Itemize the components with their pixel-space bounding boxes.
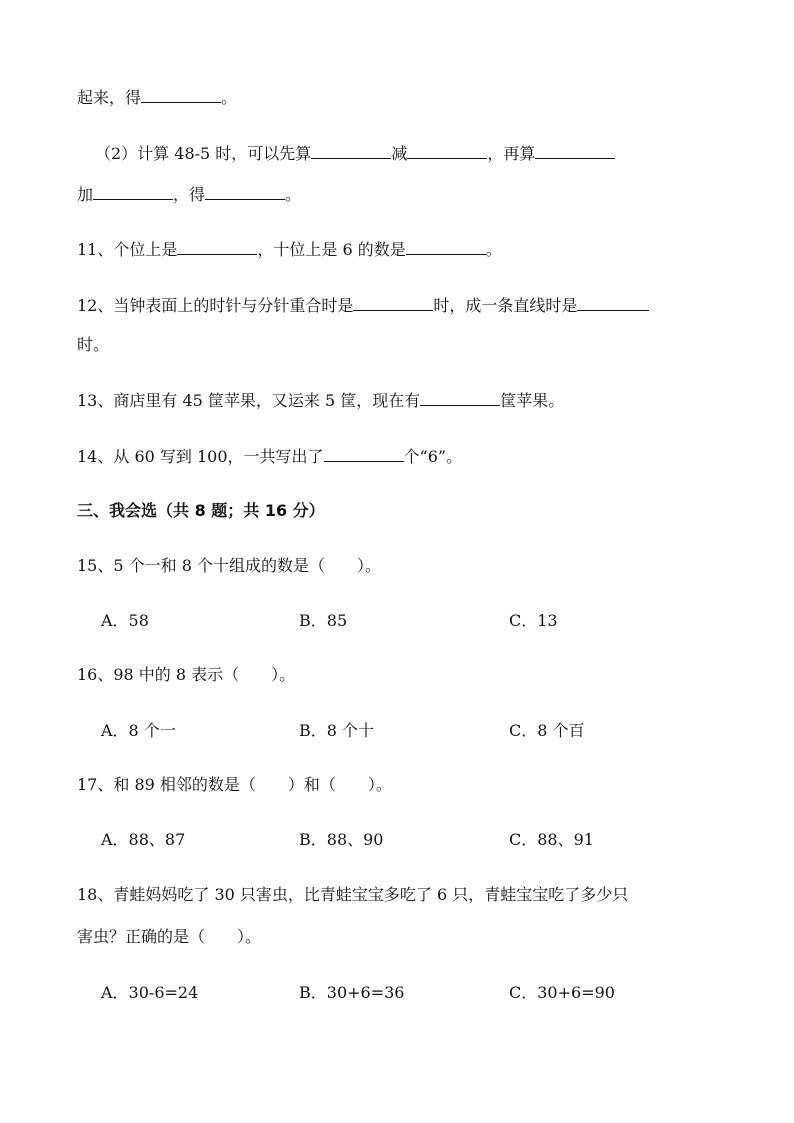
question-12-cont [77, 335, 109, 355]
text: 。 [485, 240, 502, 259]
question-15 [77, 556, 381, 576]
option-b[interactable]: B．88、90 [299, 830, 384, 849]
section-heading: 三、我会选（共 8 题；共 16 分） [77, 501, 325, 520]
option-b[interactable]: B．8 个十 [299, 721, 375, 740]
answer-blank[interactable] [577, 295, 649, 311]
text: ）。 [271, 665, 296, 684]
text: 17、和 89 相邻的数是（ [77, 775, 256, 794]
text: 12、当钟表面上的时针与分针重合时是 [77, 296, 354, 315]
question-16 [77, 665, 295, 685]
fill-line-1 [77, 87, 237, 108]
text: 时，成一条直线时是 [433, 296, 578, 315]
text: 11、个位上是 [77, 240, 178, 259]
answer-blank[interactable] [420, 390, 500, 406]
text: 加 [77, 185, 94, 204]
answer-blank[interactable] [406, 239, 486, 255]
answer-blank[interactable] [353, 295, 433, 311]
question-13 [77, 390, 564, 411]
question-14 [77, 446, 462, 467]
option-c[interactable]: C．88、91 [509, 830, 594, 849]
option-c[interactable]: C．8 个百 [509, 721, 585, 740]
fill-line-3 [77, 184, 301, 205]
option-b[interactable]: B．30+6=36 [299, 983, 405, 1002]
fill-line-2 [95, 143, 615, 164]
text: 个“6”。 [403, 447, 463, 466]
text: ）。 [237, 927, 262, 946]
text: 。 [285, 185, 302, 204]
answer-blank[interactable] [311, 143, 391, 159]
question-18-cont [77, 927, 261, 947]
text: 18、青蛙妈妈吃了 30 只害虫，比青蛙宝宝多吃了 6 只，青蛙宝宝吃了多少只 [77, 885, 629, 904]
text: 害虫？正确的是（ [77, 927, 206, 946]
text: ）。 [367, 775, 392, 794]
text: ）和（ [287, 775, 336, 794]
text: 时。 [77, 335, 110, 354]
option-a[interactable]: A．30-6=24 [101, 983, 199, 1002]
answer-blank[interactable] [177, 239, 257, 255]
text: ，得 [173, 185, 206, 204]
text: ，十位上是 6 的数是 [257, 240, 406, 259]
text: ）。 [356, 556, 381, 575]
text: 筐苹果。 [500, 391, 565, 410]
option-a[interactable]: A．58 [101, 611, 149, 630]
option-c[interactable]: C．30+6=90 [509, 983, 615, 1002]
text: （2）计算 48-5 时，可以先算 [95, 144, 312, 163]
text: 起来，得 [77, 88, 142, 107]
answer-blank[interactable] [407, 143, 487, 159]
text: 减 [391, 144, 408, 163]
answer-blank[interactable] [93, 184, 173, 200]
text: 15、5 个一和 8 个十组成的数是（ [77, 556, 325, 575]
option-a[interactable]: A．8 个一 [101, 721, 176, 740]
option-c[interactable]: C．13 [509, 611, 558, 630]
question-12 [77, 295, 649, 316]
text: 14、从 60 写到 100，一共写出了 [77, 447, 324, 466]
text: 16、98 中的 8 表示（ [77, 665, 240, 684]
option-a[interactable]: A．88、87 [101, 830, 186, 849]
option-b[interactable]: B．85 [299, 611, 348, 630]
text: ，再算 [487, 144, 536, 163]
question-17 [77, 775, 392, 795]
answer-blank[interactable] [205, 184, 285, 200]
text: 13、商店里有 45 筐苹果，又运来 5 筐，现在有 [77, 391, 421, 410]
answer-blank[interactable] [141, 87, 221, 103]
text: 。 [221, 88, 238, 107]
question-18 [77, 885, 628, 905]
answer-blank[interactable] [535, 143, 615, 159]
question-11 [77, 239, 502, 260]
answer-blank[interactable] [324, 446, 404, 462]
